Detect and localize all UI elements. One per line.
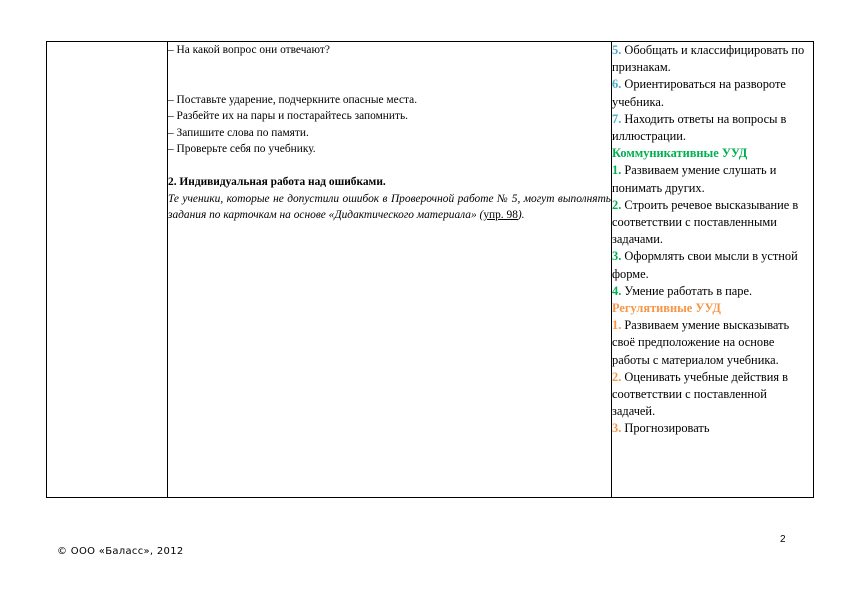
skill-item (612, 111, 813, 145)
skill-text: Находить ответы на вопросы в иллюстрации. (612, 111, 787, 144)
skill-number: 7. (612, 111, 622, 126)
skill-number: 2. (612, 197, 622, 212)
skill-item (612, 162, 813, 196)
skill-text: Умение работать в паре. (621, 283, 753, 298)
page-number: 2 (780, 534, 786, 545)
skill-item (612, 42, 813, 76)
skill-text: Оформлять свои мысли в устной форме. (612, 249, 798, 281)
skill-number: 2. (612, 369, 622, 384)
skill-text: Ориентироваться на развороте учебника. (612, 77, 786, 109)
skills-cell (612, 42, 814, 498)
task-paragraph (168, 191, 611, 224)
task-text: Те ученики, которые не допустили ошибок в Проверочной работе № 5, могут выполнять задания по карточкам на основе «Дидактического материала» ( (168, 192, 611, 222)
instruction-line: – Поставьте ударение, подчеркните опасные места. (168, 93, 418, 106)
skill-number: 3. (612, 421, 622, 436)
skill-number: 1. (612, 163, 622, 178)
copyright-notice: © ООО «Баласс», 2012 (57, 546, 184, 557)
skill-item (612, 283, 813, 300)
skill-text: Строить речевое высказывание в соответствии с поставленными задачами. (612, 197, 799, 247)
skill-text: Развиваем умение слушать и понимать других. (612, 163, 777, 195)
question-line: – На какой вопрос они отвечают? (168, 44, 330, 56)
skill-item (612, 197, 813, 249)
skill-text: Оценивать учебные действия в соответствии с поставленной задачей. (612, 369, 789, 419)
lesson-plan-table (46, 41, 814, 498)
instruction-line: – Проверьте себя по учебнику. (168, 143, 316, 156)
skill-item (612, 248, 813, 282)
teacher-activity-cell (168, 42, 612, 498)
stage-column-cell (47, 42, 168, 498)
table-row (47, 42, 814, 498)
skill-text: Обобщать и классифицировать по признакам. (612, 43, 805, 75)
regulatory-heading: Регулятивные УУД (612, 301, 721, 316)
skill-number: 5. (612, 43, 622, 57)
communicative-heading: Коммуникативные УУД (612, 146, 748, 161)
skill-number: 6. (612, 77, 622, 92)
skill-item (612, 76, 813, 110)
exercise-reference: упр. 98 (483, 209, 518, 222)
section-title: 2. Индивидуальная работа над ошибками. (168, 175, 386, 188)
skill-number: 4. (612, 283, 622, 298)
instruction-line: – Разбейте их на пары и постарайтесь запомнить. (168, 110, 409, 123)
skill-item (612, 420, 813, 437)
skill-text: Развиваем умение высказывать своё предположение на основе работы с материалом учебника. (612, 318, 790, 367)
skill-number: 1. (612, 318, 622, 333)
skill-item (612, 369, 813, 421)
skill-text: Прогнозировать (621, 421, 710, 436)
instruction-line: – Запишите слова по памяти. (168, 126, 309, 139)
skill-item (612, 317, 813, 369)
task-end: ). (517, 209, 525, 222)
skill-number: 3. (612, 249, 622, 264)
